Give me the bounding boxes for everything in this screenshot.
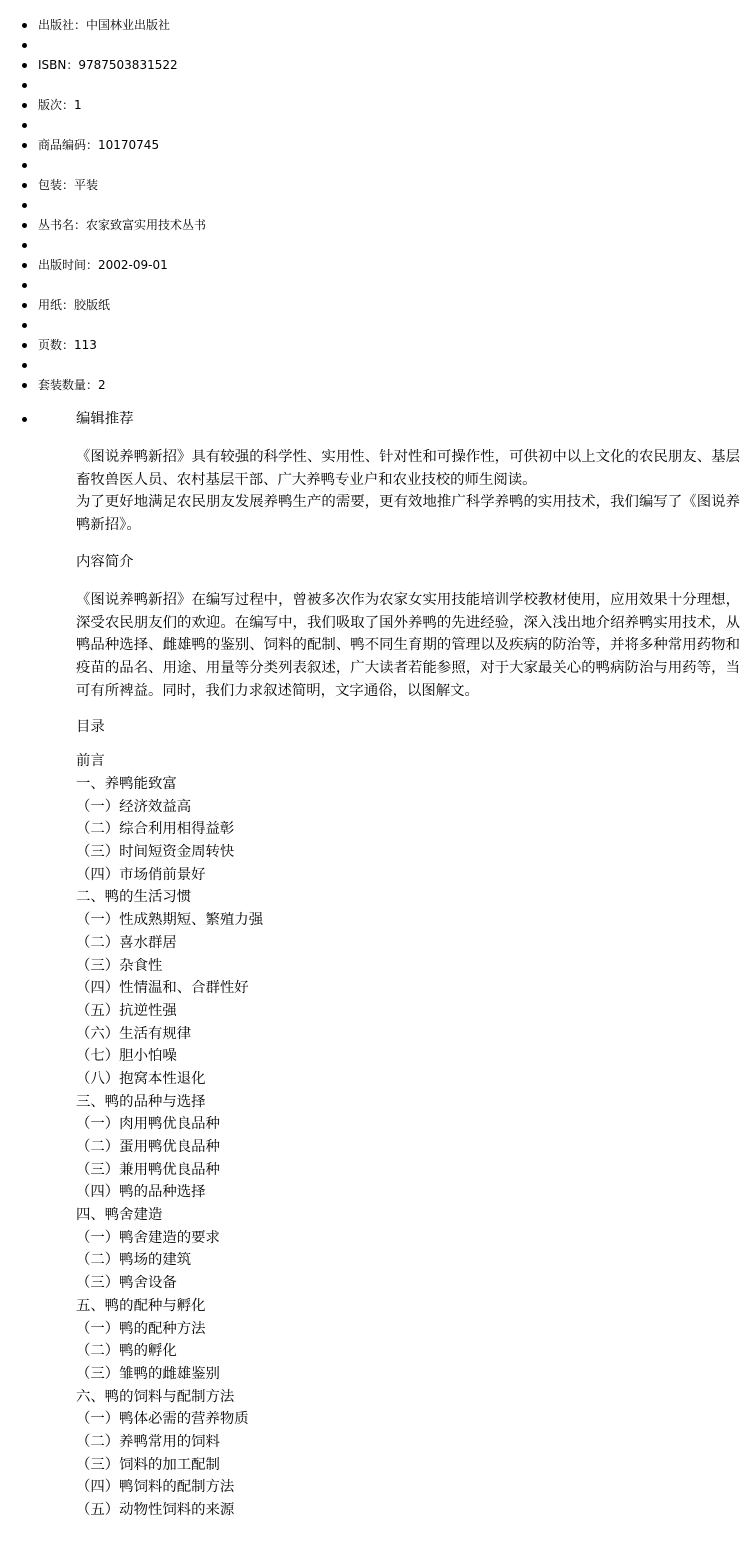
bullet-icon xyxy=(22,383,27,388)
bullet-icon xyxy=(22,417,27,422)
bullet-icon xyxy=(22,43,27,48)
bullet-icon xyxy=(22,83,27,88)
toc-item: （四）鸭的品种选择 xyxy=(76,1184,206,1201)
bullet-icon xyxy=(22,263,27,268)
toc-item: （三）饲料的加工配制 xyxy=(76,1456,220,1473)
summary-paragraph: 《图说养鸭新招》在编写过程中，曾被多次作为农家女实用技能培训学校教材使用，应用效果十分理想，深受农民朋友们的欢迎。在编写中，我们吸取了国外养鸭的先进经验，深入浅出地介绍养鸭实用技术，从鸭品种选择、雌雄鸭的鉴别、饲料的配制、鸭不同生育期的管理以及疾病的防治等，并将多种常用药物和疫苗的品名、用途、用量等分类列表叙述，广大读者若能参照，对于大家最关心的鸭病防治与用药等，当可有所裨益。同时，我们力求叙述简明，文字通俗，以图解文。 xyxy=(76,591,740,699)
toc-item: （二）鸭的孵化 xyxy=(76,1343,177,1360)
toc-heading: 目录 xyxy=(76,719,105,736)
bullet-icon xyxy=(22,243,27,248)
editor-recommendation-heading: 编辑推荐 xyxy=(76,411,134,427)
toc-item: （五）动物性饲料的来源 xyxy=(76,1502,235,1519)
editor-recommendation-paragraph: 《图说养鸭新招》具有较强的科学性、实用性、针对性和可操作性，可供初中以上文化的农民朋友、基层畜牧兽医人员、农村基层干部、广大养鸭专业户和农业技校的师生阅读。 xyxy=(76,449,740,488)
toc-item: （一）鸭体必需的营养物质 xyxy=(76,1411,249,1428)
toc-item: 二、鸭的生活习惯 xyxy=(76,889,192,906)
book-description xyxy=(76,408,740,1522)
bullet-icon xyxy=(22,323,27,328)
toc-item: （三）杂食性 xyxy=(76,957,163,974)
toc-item: （二）综合利用相得益彰 xyxy=(76,821,235,838)
toc-item: （一）鸭的配种方法 xyxy=(76,1320,206,1337)
toc-item: （一）肉用鸭优良品种 xyxy=(76,1116,220,1133)
attribute-text: 出版时间：2002-09-01 xyxy=(38,258,168,272)
attribute-text: 商品编码：10170745 xyxy=(38,138,160,152)
toc-item: （一）经济效益高 xyxy=(76,798,192,815)
toc-item: （三）时间短资金周转快 xyxy=(76,844,235,861)
attribute-text: 用纸：胶版纸 xyxy=(38,298,111,312)
toc-item: （四）性情温和、合群性好 xyxy=(76,980,249,997)
bullet-icon xyxy=(22,63,27,68)
toc-item: （四）市场俏前景好 xyxy=(76,866,206,883)
toc-item: （一）性成熟期短、繁殖力强 xyxy=(76,912,264,929)
toc-item: 五、鸭的配种与孵化 xyxy=(76,1297,206,1314)
bullet-icon xyxy=(22,123,27,128)
summary-heading: 内容简介 xyxy=(76,553,134,570)
toc-item: 四、鸭舍建造 xyxy=(76,1207,163,1224)
toc-item: （二）鸭场的建筑 xyxy=(76,1252,192,1269)
editor-recommendation-body xyxy=(76,446,740,537)
toc-item: （三）鸭舍设备 xyxy=(76,1275,177,1292)
bullet-icon xyxy=(22,143,27,148)
attribute-text: 出版社：中国林业出版社 xyxy=(38,18,171,32)
toc-item: （八）抱窝本性退化 xyxy=(76,1070,206,1087)
toc-item: （一）鸭舍建造的要求 xyxy=(76,1229,220,1246)
bullet-icon xyxy=(22,303,27,308)
bullet-icon xyxy=(22,163,27,168)
summary-body xyxy=(76,589,740,703)
toc-item: （三）兼用鸭优良品种 xyxy=(76,1161,220,1178)
editor-recommendation-paragraph: 为了更好地满足农民朋友发展养鸭生产的需要，更有效地推广科学养鸭的实用技术，我们编写了《图说养鸭新招》。 xyxy=(76,494,740,534)
bullet-icon xyxy=(22,183,27,188)
toc-item: （二）养鸭常用的饲料 xyxy=(76,1433,220,1450)
bullet-icon xyxy=(22,363,27,368)
bullet-icon xyxy=(22,23,27,28)
toc-item: （三）雏鸭的雌雄鉴别 xyxy=(76,1365,220,1382)
attribute-text: 丛书名：农家致富实用技术丛书 xyxy=(38,218,207,232)
bullet-icon xyxy=(22,103,27,108)
toc-item: 六、鸭的饲料与配制方法 xyxy=(76,1388,235,1405)
attribute-text: 套装数量：2 xyxy=(38,378,106,392)
toc-item: 前言 xyxy=(76,753,105,770)
bullet-icon xyxy=(22,343,27,348)
attribute-text: ISBN：9787503831522 xyxy=(38,58,178,72)
toc-item: （二）蛋用鸭优良品种 xyxy=(76,1139,220,1156)
bullet-icon xyxy=(22,203,27,208)
toc-item: （七）胆小怕噪 xyxy=(76,1048,177,1065)
toc-item: （二）喜水群居 xyxy=(76,934,177,951)
toc-item: （四）鸭饲料的配制方法 xyxy=(76,1479,235,1496)
attribute-text: 页数：113 xyxy=(38,338,97,352)
bullet-icon xyxy=(22,283,27,288)
toc-item: 一、养鸭能致富 xyxy=(76,776,177,793)
attribute-text: 版次：1 xyxy=(38,98,82,112)
table-of-contents xyxy=(76,750,740,1521)
bullet-icon xyxy=(22,223,27,228)
toc-item: （五）抗逆性强 xyxy=(76,1002,177,1019)
toc-item: （六）生活有规律 xyxy=(76,1025,192,1042)
toc-item: 三、鸭的品种与选择 xyxy=(76,1093,206,1110)
attribute-text: 包装：平装 xyxy=(38,178,99,192)
